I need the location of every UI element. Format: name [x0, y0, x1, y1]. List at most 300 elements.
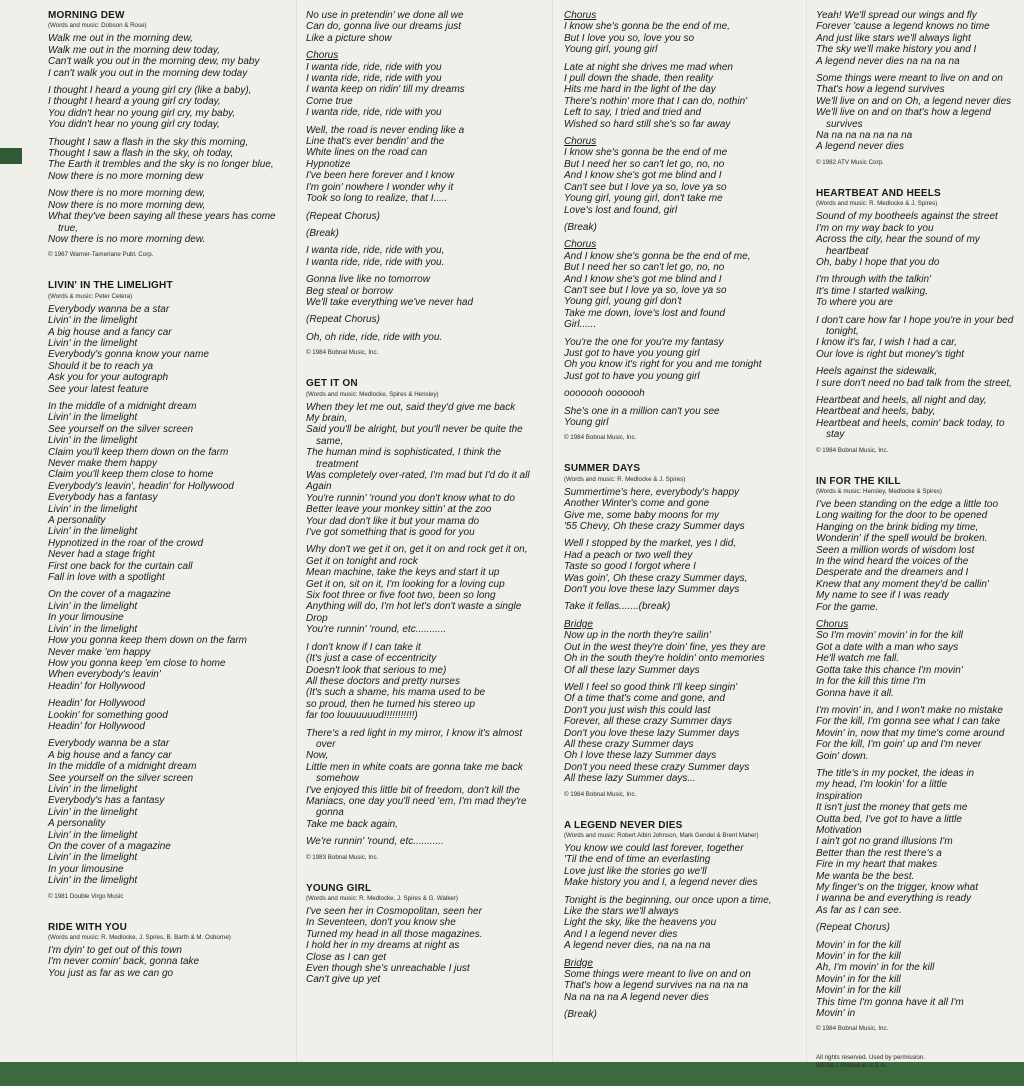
- lyric-line: My name to see if I was ready: [816, 590, 949, 602]
- lyric-line: I wanta ride, ride, ride with you: [306, 61, 442, 73]
- stanza: [48, 137, 280, 183]
- stanza: [306, 906, 538, 986]
- lyric-line: In your limousine: [48, 863, 124, 875]
- lyric-line: Movin' in for the kill: [816, 939, 901, 951]
- lyric-line: Forever, all these crazy Summer days: [564, 716, 732, 728]
- song-credit: (Words and music: R. Medlocke & J. Spires): [564, 475, 686, 483]
- legal-footer: [816, 1054, 1020, 1068]
- lyric-line: Oh, oh ride, ride, ride with you.: [306, 331, 443, 343]
- lyric-line: When everybody's leavin': [48, 669, 161, 681]
- lyric-line: Gonna have it all.: [816, 687, 894, 699]
- lyric-line: As far as I can see.: [816, 904, 902, 916]
- lyric-line: Can do, gonna live our dreams just: [306, 21, 462, 33]
- lyric-line: White lines on the road can: [306, 147, 428, 159]
- lyric-line: Gonna live like no tomorrow: [306, 274, 430, 286]
- stanza: [306, 402, 538, 539]
- section-label: Bridge: [564, 957, 593, 969]
- lyric-line: Drop: [306, 612, 328, 624]
- stanza: [816, 395, 1020, 441]
- footer-line: All rights reserved. Used by permission.: [816, 1054, 926, 1062]
- lyric-line: We'll live on and on that's how a legend survives: [816, 107, 991, 130]
- lyric-line: Now there is no more morning dew,: [48, 199, 206, 211]
- lyric-line: Livin' in the limelight: [48, 315, 138, 327]
- copyright-notice: © 1983 Bobnal Music, Inc.: [306, 853, 379, 861]
- lyric-line: Now there is no more morning dew: [48, 170, 204, 182]
- stanza: [48, 401, 280, 584]
- lyric-line: In for the kill this time I'm: [816, 676, 926, 688]
- song-block: [306, 378, 538, 860]
- lyric-line: And I know she's got me blind and I: [564, 273, 722, 285]
- song-credit: (Words and music: Dobson & Rose): [48, 22, 147, 30]
- lyric-line: I don't care how far I hope you're in your bed tonight,: [816, 314, 1014, 337]
- song-credit: (Words and music: Robert Albin Johnson, Mark Gendel & Brent Maher): [564, 831, 759, 839]
- lyric-line: Inspiration: [816, 790, 863, 802]
- lyric-line: Light the sky, like the heavens you: [564, 917, 717, 929]
- copyright-notice: © 1984 Bobnal Music, Inc.: [306, 349, 379, 357]
- lyric-line: But I need her so can't let go, no, no: [564, 158, 725, 170]
- lyric-line: For the kill, I'm gonna see what I can take: [816, 716, 1001, 728]
- lyric-line: There's nothin' more that I can do, nothin': [564, 95, 748, 107]
- lyric-line: ooooooh ooooooh: [564, 388, 645, 400]
- lyric-line: And just like stars we'll always light: [816, 32, 971, 44]
- lyric-line: Walk me out in the morning dew,: [48, 33, 193, 45]
- lyric-line: You just as far as we can go: [48, 967, 174, 979]
- lyric-line: Why don't we get it on, get it on and rock get it on,: [306, 544, 528, 556]
- lyric-line: I'm movin' in, and I won't make no mistake: [816, 704, 1003, 716]
- lyric-line: Anything will do, I'm hot let's don't waste a single: [306, 601, 522, 613]
- lyric-line: Well, the road is never ending like a: [306, 124, 465, 136]
- song-block: [564, 820, 796, 1021]
- lyric-line: I know she's gonna be the end of me,: [564, 21, 730, 33]
- song-title: HEARTBEAT AND HEELS: [816, 187, 941, 199]
- lyric-line: In the middle of a midnight dream: [48, 761, 197, 773]
- lyric-line: I've got something that is good for you: [306, 527, 475, 539]
- lyric-line: I wanta ride, ride, ride with you,: [306, 245, 445, 257]
- lyric-line: How you gonna keep 'em close to home: [48, 657, 226, 669]
- lyric-line: Was completely over-rated, I'm mad but I'd do it all: [306, 470, 530, 481]
- lyric-line: Movin' in: [816, 1008, 856, 1020]
- lyric-line: Another Winter's come and gone: [564, 498, 710, 510]
- stanza: [564, 538, 796, 595]
- lyric-line: And I know she's got me blind and I: [564, 170, 722, 182]
- lyric-line: A legend never dies: [816, 141, 905, 153]
- lyric-line: Everybody's gonna know your name: [48, 349, 209, 361]
- column-divider: [296, 0, 297, 1062]
- lyric-line: Maniacs, one day you'll need 'em, I'm mad they're gonna: [306, 795, 527, 819]
- lyric-line: It's time I started walking,: [816, 285, 928, 297]
- lyric-line: Don't you just wish this could last: [564, 704, 711, 716]
- lyric-line: So I'm movin' movin' in for the kill: [816, 630, 963, 642]
- lyric-line: Taste so good I forgot where I: [564, 561, 696, 573]
- song-title: MORNING DEW: [48, 10, 125, 21]
- lyric-line: Beg steal or borrow: [306, 285, 393, 297]
- column-divider: [806, 0, 807, 1062]
- stanza: [306, 728, 538, 831]
- lyric-line: (Repeat Chorus): [306, 210, 380, 222]
- lyric-line: I sure don't need no bad talk from the street,: [816, 377, 1012, 389]
- lyric-line: Out in the west they're doin' fine, yes they are: [564, 641, 766, 653]
- lyric-line: Heartbeat and heels, comin' back today, to stay: [816, 417, 1005, 441]
- lyric-line: Now there is no more morning dew,: [48, 188, 206, 200]
- stanza: [816, 211, 1020, 268]
- lyric-line: Fall in love with a spotlight: [48, 572, 165, 584]
- copyright-notice: © 1984 Bobnal Music, Inc.: [816, 1025, 889, 1033]
- lyric-line: Some things were meant to live on and on: [816, 73, 1003, 85]
- lyric-line: Everybody's leavin', headin' for Hollywood: [48, 480, 234, 492]
- lyric-line: Now there is no more morning dew.: [48, 233, 206, 245]
- lyric-line: Everybody's has a fantasy: [48, 795, 165, 807]
- lyric-line: In your limousine: [48, 612, 124, 624]
- section-label: Chorus: [564, 10, 597, 21]
- lyrics-column-2: [306, 10, 538, 1000]
- lyric-line: Ask you for your autograph: [48, 372, 169, 384]
- stanza: [564, 843, 796, 889]
- lyric-line: Left to say, I tried and tried and: [564, 107, 702, 119]
- lyric-line: A big house and a fancy car: [48, 326, 172, 338]
- lyric-line: Goin' down.: [816, 750, 869, 762]
- lyric-line: Never make 'em happy: [48, 646, 151, 658]
- lyric-line: She's one in a million can't you see: [564, 405, 720, 417]
- song-block: [48, 922, 280, 980]
- lyric-line: Na na na na A legend never dies: [564, 991, 709, 1003]
- song-block: [816, 10, 1020, 166]
- lyric-line: Now up in the north they're sailin': [564, 630, 711, 642]
- lyric-line: far too louuuuuud!!!!!!!!!!!): [306, 710, 418, 722]
- lyric-line: Hits me hard in the light of the day: [564, 84, 716, 96]
- lyric-line: That's how a legend survives: [816, 84, 945, 96]
- song-credit: (Words and music: R. Medlocke & J. Spires): [816, 200, 938, 208]
- lyric-line: Well I stopped by the market, yes I did,: [564, 538, 737, 550]
- lyric-line: Our love is right but money's tight: [816, 348, 965, 360]
- lyric-line: I wanta ride, ride, ride with you: [306, 73, 442, 85]
- lyric-line: Can't give up yet: [306, 974, 381, 986]
- lyric-line: I've seen her in Cosmopolitan, seen her: [306, 906, 482, 917]
- stanza: [564, 958, 796, 1004]
- lyric-line: Take it fellas.......(break): [564, 601, 671, 613]
- lyric-line: Well I feel so good think I'll keep singin': [564, 681, 738, 693]
- lyric-line: Claim you'll keep them down on the farm: [48, 446, 229, 458]
- lyric-line: (It's such a shame, his mama used to be: [306, 687, 486, 699]
- lyric-line: Again: [306, 481, 332, 493]
- lyric-line: See yourself on the silver screen: [48, 423, 194, 435]
- lyric-line: Was goin', Oh these crazy Summer days,: [564, 572, 748, 584]
- lyric-line: My brain,: [306, 412, 348, 424]
- lyric-line: On the cover of a magazine: [48, 589, 171, 601]
- lyric-line: All these crazy Summer days: [564, 738, 694, 750]
- lyric-line: In the middle of a midnight dream: [48, 400, 197, 412]
- lyric-line: (Break): [564, 1009, 597, 1021]
- lyric-line: We'll take everything we've never had: [306, 296, 474, 308]
- lyric-line: Like the stars we'll always: [564, 906, 679, 917]
- lyric-line: Livin' in the limelight: [48, 435, 138, 447]
- stanza: [564, 62, 796, 130]
- stanza: [816, 705, 1020, 762]
- lyric-line: Fire in my heart that makes: [816, 859, 938, 871]
- lyric-line: Should it be to reach ya: [48, 360, 154, 372]
- stanza: [564, 10, 796, 56]
- lyric-line: Even though she's unreachable I just: [306, 963, 470, 975]
- lyric-line: There's a red light in my mirror, I know it's almost over: [306, 727, 523, 750]
- lyric-line: Movin' in for the kill: [816, 973, 901, 985]
- song-title: LIVIN' IN THE LIMELIGHT: [48, 280, 173, 292]
- lyric-line: You're runnin' 'round, etc...........: [306, 624, 447, 636]
- lyric-line: Ah, I'm movin' in for the kill: [816, 962, 935, 974]
- lyric-line: Knew that any moment they'd be callin': [816, 578, 989, 590]
- lyric-line: Took so long to realize, that I.....: [306, 193, 448, 205]
- lyric-line: Make history you and I, a legend never dies: [564, 877, 758, 889]
- lyric-line: Claim you'll keep them close to home: [48, 469, 214, 481]
- lyric-line: But I need her so can't let go, no, no: [564, 262, 725, 274]
- lyric-line: The sky we'll make history you and I: [816, 44, 977, 56]
- lyric-line: In Seventeen, don't you know she: [306, 917, 456, 929]
- song-block: [564, 463, 796, 797]
- lyric-line: Love's lost and found, girl: [564, 204, 678, 216]
- lyric-line: Headin' for Hollywood: [48, 720, 145, 732]
- lyric-line: Mean machine, take the keys and start it up: [306, 567, 500, 579]
- stanza: [48, 188, 280, 245]
- lyric-line: Everybody wanna be a star: [48, 738, 170, 750]
- lyric-line: Just got to have you young girl: [564, 370, 700, 382]
- copyright-notice: © 1967 Warner-Tamerlane Publ. Corp.: [48, 251, 154, 259]
- lyric-line: Yeah! We'll spread our wings and fly: [816, 10, 977, 21]
- lyric-line: I wanta ride, ride, ride with you: [306, 107, 442, 119]
- lyric-line: You're runnin' 'round you don't know what to do: [306, 492, 515, 504]
- lyric-line: Seen a million words of wisdom lost: [816, 544, 975, 556]
- stanza: [306, 332, 538, 343]
- lyric-line: '55 Chevy, Oh these crazy Summer days: [564, 521, 745, 533]
- song-title: A LEGEND NEVER DIES: [564, 819, 683, 831]
- stanza: [306, 836, 538, 847]
- lyric-line: I can't walk you out in the morning dew today: [48, 67, 248, 79]
- footer-line: 90218-1 Printed in U.S.A.: [816, 1061, 887, 1069]
- lyric-line: Long waiting for the door to be opened: [816, 510, 988, 522]
- lyric-line: A legend never dies na na na na: [816, 55, 960, 67]
- lyric-line: Livin' in the limelight: [48, 503, 138, 515]
- stanza: [306, 125, 538, 205]
- lyric-line: A legend never dies, na na na na: [564, 940, 711, 952]
- lyric-line: Motivation: [816, 824, 862, 836]
- stanza: [816, 10, 1020, 67]
- lyric-line: Movin' in for the kill: [816, 951, 901, 963]
- lyric-line: I don't know if I can take it: [306, 641, 421, 653]
- section-label: Chorus: [564, 136, 597, 148]
- sleeve-edge: [0, 148, 22, 164]
- lyric-line: For the game.: [816, 601, 879, 613]
- song-credit: (Words and music: R. Medlocke, J. Spires & G. Walker): [306, 895, 458, 902]
- lyric-line: Livin' in the limelight: [48, 600, 138, 612]
- lyric-line: Everybody has a fantasy: [48, 492, 158, 504]
- lyric-line: All these lazy Summer days...: [564, 773, 696, 785]
- lyric-line: Wonderin' if the spell would be broken.: [816, 533, 988, 545]
- lyric-line: 'Til the end of time an everlasting: [564, 854, 711, 866]
- song-block: [306, 883, 538, 986]
- lyric-line: Livin' in the limelight: [48, 526, 138, 538]
- lyric-line: I hold her in my dreams at night as: [306, 940, 460, 952]
- lyric-line: Never make them happy: [48, 458, 157, 469]
- song-block: [564, 10, 796, 441]
- lyric-line: Summertime's here, everybody's happy: [564, 486, 740, 498]
- lyric-line: You know we could last forever, together: [564, 842, 744, 854]
- lyric-line: No use in pretendin' we done all we: [306, 10, 464, 21]
- lyric-line: I wanta keep on ridin' till my dreams: [306, 84, 465, 96]
- lyric-line: Late at night she drives me mad when: [564, 61, 733, 73]
- stanza: [306, 211, 538, 222]
- lyric-line: See your latest feature: [48, 383, 149, 395]
- song-block: [48, 280, 280, 899]
- lyric-line: Tonight is the beginning, our once upon a time,: [564, 894, 772, 906]
- stanza: [816, 768, 1020, 916]
- lyric-line: Six foot three or five foot two, been so long: [306, 590, 496, 602]
- lyric-line: Oh I love these lazy Summer days: [564, 750, 717, 762]
- lyric-line: In the wind heard the voices of the: [816, 556, 969, 568]
- lyric-line: Hypnotize: [306, 158, 351, 170]
- copyright-notice: © 1984 Bobnal Music, Inc.: [816, 446, 889, 454]
- lyric-line: Get it on tonight and rock: [306, 555, 418, 567]
- stanza: [564, 239, 796, 330]
- lyric-line: But I love you so, love you so: [564, 32, 695, 44]
- lyric-line: The title's in my pocket, the ideas in: [816, 767, 975, 779]
- stanza: [306, 245, 538, 268]
- lyric-line: (Break): [564, 221, 597, 233]
- lyric-line: And I know she's gonna be the end of me,: [564, 250, 751, 262]
- lyric-line: The Earth it trembles and the sky is no longer blue,: [48, 159, 274, 171]
- lyric-line: Never had a stage fright: [48, 549, 155, 561]
- lyric-line: Oh in the south they're holdin' onto memories: [564, 653, 765, 665]
- lyric-line: Thought I saw a flash in the sky this morning,: [48, 136, 249, 148]
- lyric-line: Like a picture show: [306, 32, 392, 44]
- lyric-line: This time I'm gonna have it all I'm: [816, 996, 964, 1008]
- lyric-line: (Repeat Chorus): [816, 922, 890, 934]
- stanza: [816, 619, 1020, 699]
- lyric-line: Livin' in the limelight: [48, 829, 138, 841]
- lyric-line: Some things were meant to live on and on: [564, 969, 751, 981]
- lyric-line: He'll watch me fall.: [816, 653, 900, 665]
- lyric-line: my head, I'm lookin' for a little: [816, 779, 948, 791]
- stanza: [306, 314, 538, 325]
- copyright-notice: © 1982 ATV Music Corp.: [816, 158, 884, 166]
- lyric-line: You didn't hear no young girl cry today,: [48, 119, 220, 131]
- lyric-line: Heels against the sidewalk,: [816, 366, 938, 378]
- lyric-line: A personality: [48, 515, 106, 527]
- lyric-line: I've enjoyed this little bit of freedom, don't kill the: [306, 784, 520, 796]
- lyric-line: Of all these lazy Summer days: [564, 664, 700, 676]
- lyric-line: Headin' for Hollywood: [48, 680, 145, 692]
- lyric-line: You didn't hear no young girl cry, my baby,: [48, 107, 236, 119]
- lyric-line: Oh you know it's right for you and me tonight: [564, 359, 762, 371]
- lyric-line: I've been here forever and I know: [306, 170, 455, 182]
- lyric-line: Turned my head in all those magazines.: [306, 928, 483, 940]
- song-title: GET IT ON: [306, 378, 358, 390]
- lyric-line: Gotta take this chance I'm movin': [816, 664, 963, 676]
- lyric-line: Can't see but I love ya so, love ya so: [564, 181, 727, 193]
- lyric-line: All these doctors and pretty nurses: [306, 675, 460, 687]
- section-label: Bridge: [564, 618, 593, 630]
- lyric-line: Livin' in the limelight: [48, 875, 138, 887]
- lyric-line: I wanta ride, ride, ride with you.: [306, 256, 445, 268]
- lyric-line: I know it's far, I wish I had a car,: [816, 337, 957, 349]
- lyric-line: We're runnin' 'round, etc...........: [306, 836, 444, 848]
- lyric-line: See yourself on the silver screen: [48, 772, 194, 784]
- lyric-line: Don't you need these crazy Summer days: [564, 761, 750, 773]
- lyric-line: Livin' in the limelight: [48, 783, 138, 795]
- lyric-line: Livin' in the limelight: [48, 852, 138, 864]
- lyric-line: Oh, baby I hope that you do: [816, 256, 940, 268]
- lyric-line: The human mind is sophisticated, I think the treatment: [306, 447, 502, 470]
- lyric-line: Movin' in, now that my time's come around: [816, 727, 1005, 739]
- lyric-line: Said you'll be alright, but you'll never be quite the same,: [306, 424, 523, 447]
- stanza: [48, 304, 280, 395]
- lyric-line: You're the one for you're my fantasy: [564, 336, 724, 348]
- lyrics-column-4: [816, 10, 1020, 1069]
- stanza: [564, 619, 796, 676]
- stanza: [564, 222, 796, 233]
- stanza: [306, 228, 538, 239]
- lyric-line: Just got to have you young girl: [564, 347, 700, 359]
- lyric-line: Better than the rest there's a: [816, 847, 942, 859]
- lyric-line: Young girl, young girl: [564, 44, 658, 56]
- lyric-line: That's how a legend survives na na na na: [564, 980, 749, 992]
- stanza: [564, 337, 796, 383]
- lyric-line: Walk me out in the morning dew today,: [48, 44, 220, 56]
- lyric-line: Me wanta be the best.: [816, 870, 915, 882]
- lyric-line: Across the city, hear the sound of my heartbeat: [816, 234, 980, 257]
- lyric-line: I thought I heard a young girl cry today,: [48, 96, 221, 108]
- stanza: [48, 945, 280, 979]
- stanza: [564, 406, 796, 429]
- song-title: SUMMER DAYS: [564, 463, 641, 475]
- lyric-line: Take me down, love's lost and found: [564, 307, 726, 319]
- lyric-line: Livin' in the limelight: [48, 623, 138, 635]
- lyric-line: What they've been saying all these years has come true,: [48, 211, 276, 234]
- lyric-line: Line that's ever bendin' and the: [306, 136, 445, 148]
- lyric-line: I'm goin' nowhere I wonder why it: [306, 181, 454, 193]
- stanza: [816, 940, 1020, 1020]
- stanza: [816, 366, 1020, 389]
- lyric-line: Desperate and the dreamers and I: [816, 567, 969, 579]
- lyric-line: Thought I saw a flash in the sky, oh today,: [48, 148, 234, 160]
- lyric-line: Livin' in the limelight: [48, 337, 138, 349]
- lyric-line: Livin' in the limelight: [48, 806, 138, 818]
- song-credit: (Words and music: R. Medlocke, J. Spires, B. Barth & M. Osborne): [48, 934, 231, 942]
- lyric-line: Had a peach or two well they: [564, 549, 693, 561]
- lyric-line: A personality: [48, 818, 106, 830]
- lyric-line: Take me back again,: [306, 818, 398, 830]
- lyric-line: Come true: [306, 95, 353, 107]
- lyric-line: Young girl, young girl, don't take me: [564, 193, 723, 205]
- lyric-line: A big house and a fancy car: [48, 749, 172, 761]
- lyric-line: Hanging on the brink biding my time,: [816, 521, 979, 533]
- lyric-line: Livin' in the limelight: [48, 412, 138, 424]
- lyric-line: Doesn't look that serious to me): [306, 664, 447, 676]
- stanza: [564, 136, 796, 216]
- song-block: [306, 10, 538, 356]
- stanza: [564, 1009, 796, 1020]
- stanza: [816, 274, 1020, 308]
- copyright-notice: © 1981 Double Virgo Music: [48, 892, 124, 900]
- stanza: [306, 274, 538, 308]
- lyric-line: To where you are: [816, 297, 893, 309]
- lyric-line: Love just like the stories go we'll: [564, 865, 707, 877]
- song-credit: (Words & music: Hensley, Medlocke & Spires): [816, 488, 942, 495]
- lyric-line: I'm dyin' to get out of this town: [48, 945, 182, 957]
- song-title: RIDE WITH YOU: [48, 921, 128, 933]
- lyric-line: I pull down the shade, then reality: [564, 73, 713, 85]
- stanza: [816, 499, 1020, 613]
- lyric-line: It isn't just the money that gets me: [816, 802, 968, 814]
- lyric-line: I thought I heard a young girl cry (like a baby),: [48, 85, 252, 97]
- lyric-line: Little men in white coats are gonna take me back somehow: [306, 761, 523, 785]
- stanza: [564, 895, 796, 952]
